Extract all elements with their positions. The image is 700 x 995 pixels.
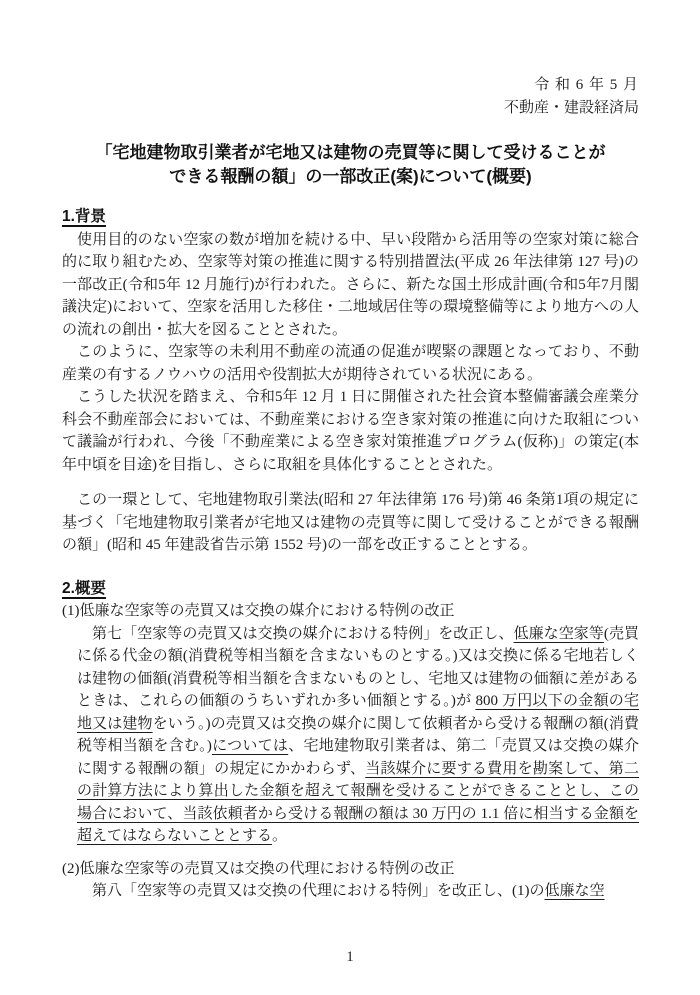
paragraph [77,623,639,848]
subsection-2 [62,858,639,903]
paragraph [62,229,639,342]
paragraph [62,489,639,557]
text-run: 第七「空家等の売買又は交換の媒介における特例」を改正し、 [92,625,514,642]
department-name: 不動産・建設経済局 [503,100,639,116]
page-number: 1 [346,949,354,965]
section-overview [62,578,639,903]
text-run: (売買に係る代金の額(消費税等相当額を含まないものとする。)又は交換に係る宅地若しくは建物の価額(消費税等相当額を含まないものとし、宅地又は建物の価額に差があるときは、これらの価額のうちいずれか多い価額とする。)が [77,625,639,709]
underlined-text: 低廉な空 [544,883,605,899]
document-title [62,141,639,188]
document-header [62,74,639,120]
text-run: 、宅地建物取引業者は、第二「売買又は交換の媒介に関する報酬の額」の規定にかかわらず、 [77,738,640,777]
paragraph [62,341,639,386]
text-run: 第八「空家等の売買又は交換の代理における特例」を改正し、(1)の [92,883,545,899]
underlined-text: については [211,738,289,754]
document-date: 令 和 6 年 5 月 [534,77,639,93]
subsection-1 [62,600,639,848]
paragraph [77,880,639,903]
text-run: こうした状況を踏まえ、令和5年 12 月 1 日に開催された社会資本整備審議会産業分科会不動産部会においては、不動産業における空き家対策の推進に向けた取組について議論が行われ、今後「不動産業による空き家対策推進プログラム(仮称)」の策定(本年中頃を目途)を目指し、さらに取組を具体化することとされた。 [62,389,639,473]
section-2-heading [62,578,639,601]
subsection-1-heading: (1)低廉な空家等の売買又は交換の媒介における特例の改正 [62,603,455,619]
underlined-text: 800 万円以下の金額の宅地又は建物 [77,693,639,732]
text-run: このように、空家等の未利用不動産の流通の促進が喫緊の課題となっており、不動産業の有するノウハウの活用や役割拡大が期待されている状況にある。 [62,344,639,383]
section-2-heading-text: 2.概要 [62,579,106,597]
title-line-1: 「宅地建物取引業者が宅地又は建物の売買等に関して受けることが [95,143,606,162]
subsection-2-heading: (2)低廉な空家等の売買又は交換の代理における特例の改正 [62,860,455,877]
underlined-text: 低廉な空家等 [513,625,604,642]
text-run: をいう。)の売買又は交換の媒介に関して依頼者から受ける報酬の額(消費税等相当額を含む。) [77,715,639,754]
text-run: この一環として、宅地建物取引業法(昭和 27 年法律第 176 号)第 46 条第1項の規定に基づく「宅地建物取引業者が宅地又は建物の売買等に関して受けることができる報酬の額」(昭和 45 年建設省告示第 1552 号)の一部を改正することとする。 [62,492,639,553]
section-1-heading-text: 1.背景 [62,208,106,225]
title-line-2: できる報酬の額」の一部改正(案)について(概要) [169,166,532,186]
subsection-2-body [62,880,639,903]
text-run: 使用目的のない空家の数が増加を続ける中、早い段階から活用等の空家対策に総合的に取り組むため、空家等対策の推進に関する特別措置法(平成 26 年法律第 127 号)の一部改正(令和5年 12 月施行)が行われた。さらに、新たな国土形成計画(令和5年7月閣議決定)において、空家を活用した移住・二地域居住等の環境整備等により地方への人の流れの創出・拡大を図ることとされた。 [62,231,639,338]
subsection-1-body [62,623,639,848]
section-1-body [62,229,639,557]
underlined-text: 当該媒介に要する費用を勘案して、第二の計算方法により算出した金額を超えて報酬を受けることができることとし、この場合において、当該依頼者から受ける報酬の額は 30 万円の 1.1 倍に相当する金額を超えてはならないこととする [77,760,639,844]
text-run: 。 [272,828,288,844]
section-background [62,206,639,557]
paragraph [62,386,639,476]
section-1-heading [62,206,639,229]
